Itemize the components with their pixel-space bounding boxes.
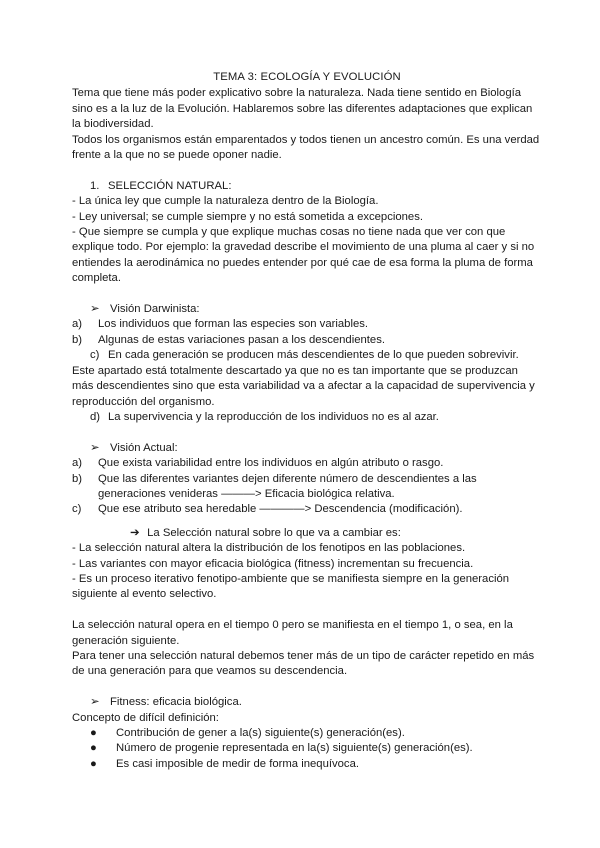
arrowhead-icon: ➢ [90,696,100,709]
fitness-intro: Concepto de difícil definición: [72,711,219,724]
list-item: c) Que ese atributo sea heredable ————> Descendencia (modificación). [72,503,463,516]
fitness-heading: ➢ Fitness: eficacia biológica. [72,695,542,710]
bullet-item: ● Contribución de gener a la(s) siguiente(s) generación(es). [72,726,542,741]
arrowhead-icon: ➢ [90,441,100,454]
section-point: - Que siempre se cumpla y que explique muchas cosas no tiene nada que ver con que explique todo. Por ejemplo: la gravedad describe el movimiento de una pluma al caer y si no entiendes la aerodinámica no puedes entender por qué cae de esa forma la pluma de forma completa. [72,226,535,285]
right-arrow-icon: ➔ [130,526,140,539]
document-title: TEMA 3: ECOLOGÍA Y EVOLUCIÓN [213,71,401,83]
vision-darwinista-heading: ➢ Visión Darwinista: [72,302,542,317]
body-paragraph: La selección natural opera en el tiempo 0 pero se manifiesta en el tiempo 1, o sea, en la generación siguiente. [72,619,513,647]
list-item: b) Algunas de estas variaciones pasan a los descendientes. [72,333,386,346]
cambio-point: - Es un proceso iterativo fenotipo-ambiente que se manifiesta siempre en la generación siguiente al evento selectivo. [72,572,510,601]
section-heading: 1. SELECCIÓN NATURAL: [90,179,232,192]
darwinista-note: Este apartado está totalmente descartado ya que no es tan importante que se produzcan más descendientes sino que esta variabilidad va a afectar a la capacidad de supervivencia y reproducción del organismo. [72,364,535,408]
body-paragraph: Para tener una selección natural debemos tener más de un tipo de carácter repetido en más de una generación para que veamos su descendencia. [72,649,535,678]
list-item: b) Que las diferentes variantes dejen diferente número de descendientes a las generaciones venideras ———> Eficacia biológica relativa. [72,472,477,500]
bullet-item: ● Es casi imposible de medir de forma inequívoca. [72,757,542,772]
bullet-icon: ● [90,757,97,770]
list-item: d) La supervivencia y la reproducción de los individuos no es al azar. [90,410,439,423]
bullet-icon: ● [90,726,97,739]
list-item: c) En cada generación se producen más descendientes de lo que pueden sobrevivir. [90,349,519,362]
arrowhead-icon: ➢ [90,303,100,316]
document-page [72,70,542,772]
vision-actual-heading: ➢ Visión Actual: [72,441,542,456]
cambio-point: - La selección natural altera la distribución de los fenotipos en las poblaciones. [72,542,466,555]
bullet-icon: ● [90,742,97,755]
intro-paragraph-2: Todos los organismos están emparentados y todos tienen un ancestro común. Es una verdad frente a la que no se puede oponer nadie. [72,133,540,162]
seleccion-cambios-heading: ➔ La Selección natural sobre lo que va a cambiar es: [72,526,542,541]
section-point: - La única ley que cumple la naturaleza dentro de la Biología. [72,195,379,208]
list-item: a) Que exista variabilidad entre los individuos en algún atributo o rasgo. [72,457,444,470]
list-item: a) Los individuos que forman las especies son variables. [72,318,369,331]
cambio-point: - Las variantes con mayor eficacia biológica (fitness) incrementan su frecuencia. [72,557,474,570]
intro-paragraph-1: Tema que tiene más poder explicativo sobre la naturaleza. Nada tiene sentido en Biología sino es a la luz de la Evolución. Hablaremos sobre las diferentes adaptaciones que explican la biodiversidad. [72,87,533,131]
section-point: - Ley universal; se cumple siempre y no está sometida a excepciones. [72,210,424,223]
bullet-item: ● Número de progenie representada en la(s) siguiente(s) generación(es). [72,741,542,756]
